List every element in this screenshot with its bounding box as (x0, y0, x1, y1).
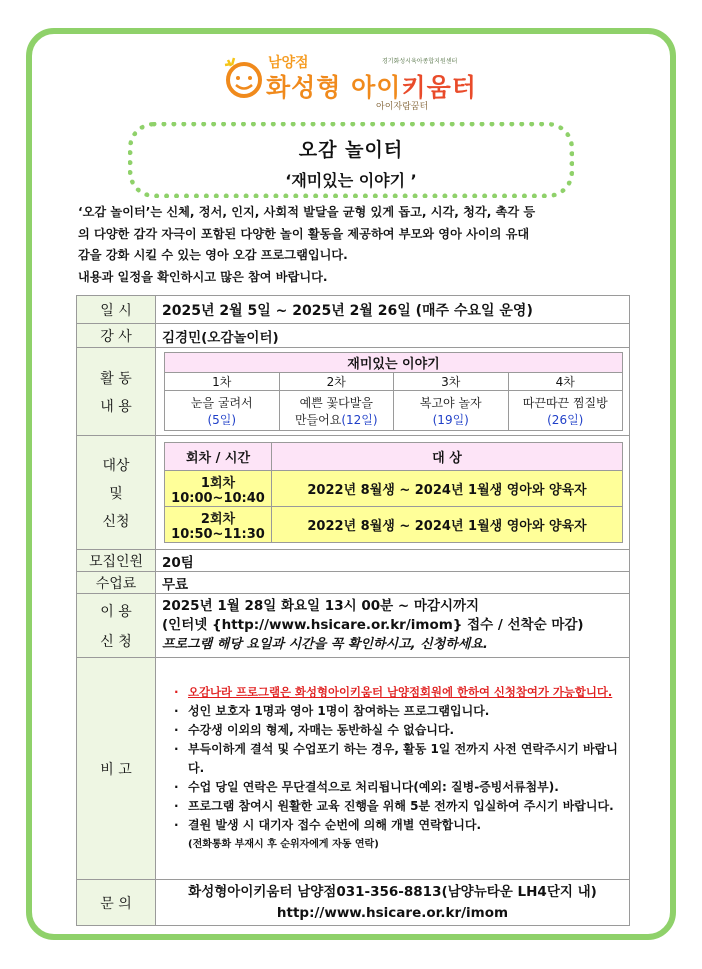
page-subtitle: ‘재미있는 이야기 ’ (285, 171, 417, 190)
intro-line: 의 다양한 감각 자극이 포함된 다양한 놀이 활동을 제공하여 부모와 영아 사이의 유대 (78, 226, 530, 241)
activity-label-1: 활 동 (100, 370, 132, 387)
notes-row (77, 658, 630, 880)
intro-line: ‘오감 놀이터’는 신체, 정서, 인지, 사회적 발달을 균형 있게 돕고, 시각, 청각, 촉각 등 (78, 205, 536, 219)
activity-header: 재미있는 이야기 (165, 353, 623, 373)
page-title: 오감 놀이터 (298, 139, 404, 161)
activity-round: 4차 (508, 373, 623, 391)
target-label (77, 436, 156, 550)
fee-label: 수업료 (77, 572, 156, 594)
notes-list (174, 683, 621, 854)
activity-date: (5일) (207, 412, 237, 427)
schedule-label: 일 시 (77, 296, 156, 324)
target-value: 2022년 8월생 ~ 2024년 1월생 영아와 양육자 (272, 471, 623, 507)
note-text: 수업 당일 연락은 무단결석으로 처리됩니다(예외: 질병-증빙서류첨부). (188, 780, 559, 794)
activity-session (279, 391, 394, 431)
activity-cell (156, 348, 630, 436)
activity-table (164, 352, 623, 431)
activity-title-2: 만들어요 (294, 412, 342, 427)
target-col-time: 회차 / 시간 (165, 443, 272, 471)
apply-label-1: 이 용 (100, 603, 132, 620)
target-label-3: 신청 (102, 513, 130, 530)
activity-title: 따끈따끈 찜질방 (522, 395, 608, 410)
note-item: · 수강생 이외의 형제, 자매는 동반하실 수 없습니다. (174, 721, 621, 740)
logo-sub: 아이자람꿈터 (376, 102, 429, 112)
logo-main-a: 화성형 아이 (266, 73, 402, 102)
note-item: · 수업 당일 연락은 무단결석으로 처리됩니다(예외: 질병-증빙서류첨부). (174, 778, 621, 797)
apply-line-2: (인터넷 {http://www.hsicare.or.kr/imom} 접수 / 선착순 마감) (162, 617, 584, 633)
schedule-row (77, 296, 630, 324)
contact-url[interactable]: http://www.hsicare.or.kr/imom (276, 904, 509, 921)
activity-round: 1차 (165, 373, 280, 391)
target-label-2: 및 (109, 485, 123, 502)
notes-label: 비 고 (77, 658, 156, 880)
activity-date: (19일) (432, 412, 469, 427)
apply-label (77, 594, 156, 658)
note-highlight-text: 오감나라 프로그램은 화성형아이키움터 남양점회원에 한하여 신청참여가 가능합니다. (188, 685, 613, 699)
target-time-range: 10:00~10:40 (171, 490, 265, 506)
activity-row (77, 348, 630, 436)
activity-round: 2차 (279, 373, 394, 391)
capacity-value: 20팀 (156, 550, 630, 572)
logo-main-b: 키움터 (401, 73, 477, 102)
apply-line-1: 2025년 1월 28일 화요일 13시 00분 ~ 마감시까지 (162, 598, 480, 614)
fee-row (77, 572, 630, 594)
note-item: · 프로그램 참여시 원활한 교육 진행을 위해 5분 전까지 입실하여 주시기 바랍니다. (174, 797, 621, 816)
target-table (164, 442, 623, 543)
intro-line: 감을 강화 시킬 수 있는 영아 오감 프로그램입니다. (78, 248, 348, 262)
capacity-row (77, 550, 630, 572)
schedule-value: 2025년 2월 5일 ~ 2025년 2월 26일 (매주 수요일 운영) (156, 296, 630, 324)
apply-label-2: 신 청 (100, 633, 132, 650)
target-time-range: 10:50~11:30 (171, 526, 265, 542)
note-text: 프로그램 참여시 원활한 교육 진행을 위해 5분 전까지 입실하여 주시기 바랍니다. (188, 799, 614, 813)
note-item: · 부득이하게 결석 및 수업포기 하는 경우, 활동 1일 전까지 사전 연락주시기 바랍니다. (174, 740, 621, 778)
target-label-1: 대상 (102, 457, 130, 474)
intro-text (78, 202, 630, 288)
intro-line: 내용과 일정을 확인하시고 많은 참여 바랍니다. (78, 269, 328, 284)
apply-line-3: 프로그램 해당 요일과 시간을 꼭 확인하시고, 신청하세요. (162, 637, 488, 652)
activity-session (508, 391, 623, 431)
logo (222, 50, 492, 112)
contact-label: 문 의 (77, 880, 156, 926)
note-text: 부득이하게 결석 및 수업포기 하는 경우, 활동 1일 전까지 사전 연락주시기 바랍니다. (188, 742, 618, 775)
notes-cell (156, 658, 630, 880)
note-item: · 성인 보호자 1명과 영아 1명이 참여하는 프로그램입니다. (174, 702, 621, 721)
info-table (76, 295, 630, 926)
target-round: 1회차 (200, 475, 236, 491)
title-box (128, 122, 574, 198)
sun-face-icon (222, 56, 266, 100)
contact-line-1: 화성형아이키움터 남양점031-356-8813(남양뉴타운 LH4단지 내) (188, 883, 597, 900)
target-row (77, 436, 630, 550)
activity-label-2: 내 용 (100, 398, 132, 415)
target-round: 2회차 (200, 511, 236, 527)
logo-store: 남양점 (268, 55, 309, 71)
note-item: · 결원 발생 시 대기자 접수 순번에 의해 개별 연락합니다. (174, 816, 621, 835)
target-value: 2022년 8월생 ~ 2024년 1월생 영아와 양육자 (272, 507, 623, 543)
contact-row (77, 880, 630, 926)
note-text: 결원 발생 시 대기자 접수 순번에 의해 개별 연락합니다. (188, 818, 482, 832)
instructor-value: 김경민(오감놀이터) (156, 324, 630, 348)
note-footnote (174, 835, 621, 854)
contact-value (156, 880, 630, 926)
note-item-highlight: · 오감나라 프로그램은 화성형아이키움터 남양점회원에 한하여 신청참여가 가능합니다. (174, 683, 621, 702)
target-cell (156, 436, 630, 550)
activity-date: (26일) (547, 412, 584, 427)
capacity-label: 모집인원 (77, 550, 156, 572)
activity-session (165, 391, 280, 431)
activity-title: 눈을 굴려서 (190, 395, 253, 410)
note-text: 수강생 이외의 형제, 자매는 동반하실 수 없습니다. (188, 723, 455, 737)
instructor-row (77, 324, 630, 348)
target-time (165, 471, 272, 507)
target-col-target: 대 상 (272, 443, 623, 471)
note-footnote-text: (전화통화 부재시 후 순위자에게 자동 연락) (188, 839, 379, 850)
target-time (165, 507, 272, 543)
logo-main (266, 68, 477, 104)
logo-org: 경기화성시육아종합지원센터 (382, 58, 458, 65)
activity-title: 예쁜 꽃다발을 (299, 395, 373, 410)
note-text: 성인 보호자 1명과 영아 1명이 참여하는 프로그램입니다. (188, 704, 490, 718)
fee-value: 무료 (156, 572, 630, 594)
apply-row (77, 594, 630, 658)
activity-session (394, 391, 509, 431)
activity-label (77, 348, 156, 436)
activity-round: 3차 (394, 373, 509, 391)
apply-value (156, 594, 630, 658)
activity-title: 복고야 놀자 (419, 395, 482, 410)
activity-date: (12일) (341, 412, 378, 427)
instructor-label: 강 사 (77, 324, 156, 348)
